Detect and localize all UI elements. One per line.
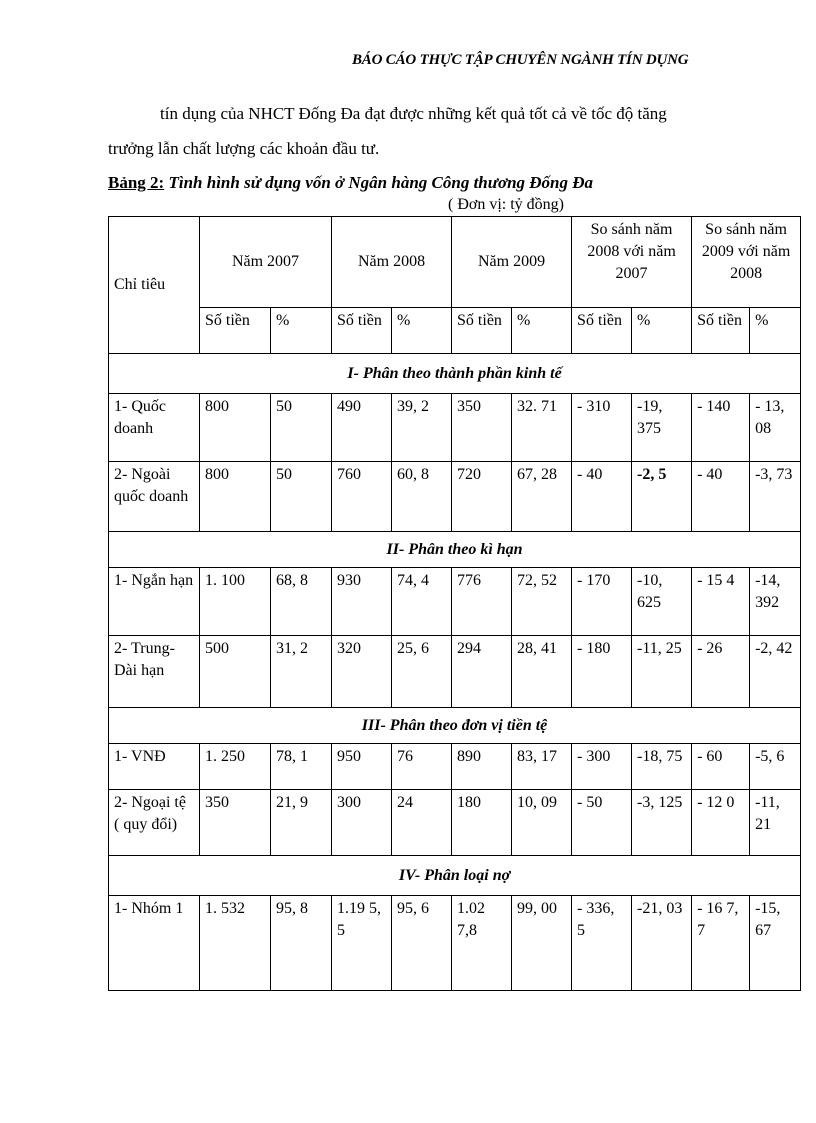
cell-cmp1-percent: -10, 625	[632, 568, 692, 636]
header-year-2008: Năm 2008	[332, 217, 452, 308]
cell-2009-percent: 10, 09	[512, 790, 572, 856]
row-label: 2- Ngoài quốc doanh	[109, 462, 200, 532]
cell-2009-amount: 776	[452, 568, 512, 636]
cell-2008-percent: 74, 4	[392, 568, 452, 636]
cell-cmp2-amount: - 40	[692, 462, 750, 532]
page-header: BÁO CÁO THỰC TẬP CHUYÊN NGÀNH TÍN DỤNG	[352, 52, 689, 68]
subheader-amount: Số tiền	[572, 308, 632, 354]
row-label: 1- Nhóm 1	[109, 896, 200, 991]
cell-cmp2-amount: - 16 7, 7	[692, 896, 750, 991]
header-indicator: Chỉ tiêu	[109, 217, 200, 354]
cell-cmp2-amount: - 26	[692, 636, 750, 708]
cell-2007-amount: 1. 250	[200, 744, 271, 790]
section-term: II- Phân theo kì hạn	[109, 532, 801, 568]
cell-2009-percent: 72, 52	[512, 568, 572, 636]
cell-cmp1-percent: -2, 5	[632, 462, 692, 532]
cell-2008-percent: 95, 6	[392, 896, 452, 991]
cell-2008-amount: 490	[332, 394, 392, 462]
table-caption-title: Tình hình sử dụng vốn ở Ngân hàng Công thương Đống Đa	[164, 173, 594, 192]
subheader-amount: Số tiền	[332, 308, 392, 354]
cell-cmp1-percent: -18, 75	[632, 744, 692, 790]
cell-cmp1-amount: - 336, 5	[572, 896, 632, 991]
cell-2007-percent: 50	[271, 394, 332, 462]
cell-2009-amount: 294	[452, 636, 512, 708]
cell-cmp1-amount: - 50	[572, 790, 632, 856]
cell-2008-percent: 24	[392, 790, 452, 856]
section-currency: III- Phân theo đơn vị tiền tệ	[109, 708, 801, 744]
header-year-2007: Năm 2007	[200, 217, 332, 308]
cell-cmp1-percent: -11, 25	[632, 636, 692, 708]
cell-2007-amount: 800	[200, 394, 271, 462]
cell-cmp1-amount: - 40	[572, 462, 632, 532]
cell-2007-amount: 1. 100	[200, 568, 271, 636]
cell-cmp2-percent: -11, 21	[750, 790, 801, 856]
cell-2008-percent: 76	[392, 744, 452, 790]
paragraph-line-2: trưởng lẫn chất lượng các khoản đầu tư.	[108, 139, 380, 158]
cell-cmp1-percent: -21, 03	[632, 896, 692, 991]
cell-2007-percent: 50	[271, 462, 332, 532]
row-label: 2- Trung-Dài hạn	[109, 636, 200, 708]
cell-2007-amount: 1. 532	[200, 896, 271, 991]
cell-cmp1-amount: - 300	[572, 744, 632, 790]
cell-2009-amount: 890	[452, 744, 512, 790]
capital-usage-table	[108, 216, 801, 991]
cell-2009-percent: 28, 41	[512, 636, 572, 708]
subheader-amount: Số tiền	[452, 308, 512, 354]
cell-2007-percent: 78, 1	[271, 744, 332, 790]
header-compare-2008-2007: So sánh năm 2008 với năm 2007	[572, 217, 692, 308]
cell-2008-amount: 300	[332, 790, 392, 856]
cell-2008-amount: 930	[332, 568, 392, 636]
cell-cmp1-percent: -3, 125	[632, 790, 692, 856]
section-debt-classification: IV- Phân loại nợ	[109, 856, 801, 896]
paragraph-line-1: tín dụng của NHCT Đống Đa đạt được những kết quả tốt cả về tốc độ tăng	[160, 104, 667, 123]
cell-2007-amount: 500	[200, 636, 271, 708]
cell-2007-percent: 31, 2	[271, 636, 332, 708]
subheader-amount: Số tiền	[200, 308, 271, 354]
subheader-percent: %	[512, 308, 572, 354]
cell-2007-amount: 350	[200, 790, 271, 856]
subheader-percent: %	[750, 308, 801, 354]
section-economic-sector: I- Phân theo thành phần kinh tế	[109, 354, 801, 394]
cell-2009-percent: 83, 17	[512, 744, 572, 790]
cell-cmp2-percent: -2, 42	[750, 636, 801, 708]
cell-2007-percent: 21, 9	[271, 790, 332, 856]
row-label: 1- VNĐ	[109, 744, 200, 790]
subheader-percent: %	[271, 308, 332, 354]
cell-cmp2-percent: - 13, 08	[750, 394, 801, 462]
subheader-percent: %	[632, 308, 692, 354]
cell-2009-amount: 1.02 7,8	[452, 896, 512, 991]
subheader-amount: Số tiền	[692, 308, 750, 354]
unit-note: ( Đơn vị: tỷ đồng)	[448, 196, 565, 213]
cell-2007-percent: 95, 8	[271, 896, 332, 991]
row-label: 2- Ngoại tệ ( quy đổi)	[109, 790, 200, 856]
cell-cmp2-amount: - 15 4	[692, 568, 750, 636]
row-label: 1- Ngắn hạn	[109, 568, 200, 636]
table-caption	[108, 173, 593, 193]
table-caption-label: Bảng 2:	[108, 173, 165, 192]
cell-2008-amount: 950	[332, 744, 392, 790]
subheader-percent: %	[392, 308, 452, 354]
header-compare-2009-2008: So sánh năm 2009 với năm 2008	[692, 217, 801, 308]
cell-2008-amount: 1.19 5, 5	[332, 896, 392, 991]
cell-cmp2-percent: -3, 73	[750, 462, 801, 532]
cell-cmp2-percent: -14, 392	[750, 568, 801, 636]
cell-cmp2-percent: -5, 6	[750, 744, 801, 790]
cell-2008-percent: 39, 2	[392, 394, 452, 462]
cell-cmp1-amount: - 170	[572, 568, 632, 636]
cell-2009-amount: 350	[452, 394, 512, 462]
cell-2008-amount: 760	[332, 462, 392, 532]
row-label: 1- Quốc doanh	[109, 394, 200, 462]
cell-2009-amount: 180	[452, 790, 512, 856]
cell-cmp2-amount: - 60	[692, 744, 750, 790]
cell-2009-percent: 67, 28	[512, 462, 572, 532]
cell-cmp2-amount: - 12 0	[692, 790, 750, 856]
cell-2008-percent: 60, 8	[392, 462, 452, 532]
cell-cmp1-amount: - 310	[572, 394, 632, 462]
cell-2008-percent: 25, 6	[392, 636, 452, 708]
cell-cmp2-percent: -15, 67	[750, 896, 801, 991]
cell-2009-amount: 720	[452, 462, 512, 532]
cell-2009-percent: 99, 00	[512, 896, 572, 991]
cell-2008-amount: 320	[332, 636, 392, 708]
header-year-2009: Năm 2009	[452, 217, 572, 308]
cell-2009-percent: 32. 71	[512, 394, 572, 462]
cell-2007-amount: 800	[200, 462, 271, 532]
cell-cmp2-amount: - 140	[692, 394, 750, 462]
cell-cmp1-percent: -19, 375	[632, 394, 692, 462]
cell-cmp1-amount: - 180	[572, 636, 632, 708]
cell-2007-percent: 68, 8	[271, 568, 332, 636]
